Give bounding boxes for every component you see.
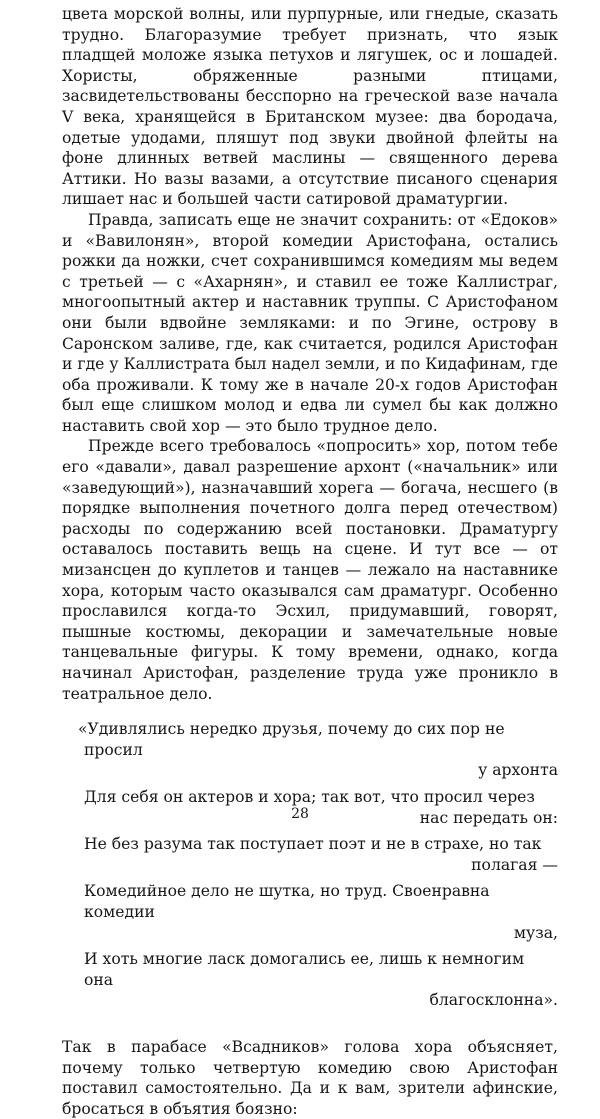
- verse-line-4-main: Комедийное дело не шутка, но труд. Своенравна комедии: [84, 882, 490, 921]
- verse-line-4-carry: муза,: [513, 923, 558, 942]
- verse-line-4: [84, 881, 558, 943]
- verse-line-5-main: И хоть многие ласк домогались ее, лишь к немногим она: [84, 950, 525, 989]
- page-number: 28: [291, 806, 309, 822]
- verse-line-2-main: Для себя он актеров и хора; так вот, что просил через: [84, 787, 535, 806]
- closing-paragraph: Так в парабасе «Всадников» голова хора объясняет, почему только четвертую комедию свою Аристофан поставил самостоятельно. Да и к вам, зрители афинские, бросаться в объятия боязно:: [62, 1037, 558, 1118]
- paragraph-3: Прежде всего требовалось «попросить» хор, потом тебе его «давали», давал разрешение архонт («начальник» или «заведующий»), назначавший хорега — богача, несшего (в порядке выполнения почетного долга перед отечеством) расходы по содержанию всей постановки. Драматургу оставалось поставить вещь на сцене. И тут все — от мизансцен до куплетов и танцев — лежало на наставнике хора, которым часто оказывался сам драматург. Особенно прославился когда-то Эсхил, придумавший, говорят, пышные костюмы, декорации и замечательные новые танцевальные фигуры. К тому времени, однако, когда начинал Аристофан, разделение труда уже проникло в театральное дело.: [62, 437, 558, 703]
- verse-line-2-carry: нас передать он:: [419, 808, 558, 827]
- verse-quote: [78, 719, 558, 1011]
- paragraph-2: Правда, записать еще не значит сохранить: от «Едоков» и «Вавилонян», второй комедии Аристофана, остались рожки да ножки, счет сохранившимся комедиям мы ведем с третьей — с «Ахарнян», и ставил ее тоже Каллистраг, многоопытный актер и наставник труппы. С Аристофаном они были вдвойне земляками: и по Эгине, острову в Саронском заливе, где, как считается, родился Аристофан и где у Каллистрата был надел земли, и по Кидафинам, где оба проживали. К тому же в начале 20-х годов Аристофан был еще слишком молод и едва ли сумел бы как должно наставить свой хор — это было трудное дело.: [62, 210, 558, 435]
- verse-line-5-carry: благосклонна».: [429, 991, 558, 1010]
- verse-line-1-main: «Удивлялись нередко друзья, почему до сих пор не просил: [78, 720, 505, 759]
- verse-line-1: [78, 719, 558, 781]
- verse-line-5: [84, 949, 558, 1011]
- verse-line-1-carry: у архонта: [478, 761, 558, 780]
- page-text: [62, 4, 558, 1119]
- paragraph-1: цвета морской волны, или пурпурные, или гнедые, сказать трудно. Благоразумие требует признать, что язык пладщей моложе языка петухов и лягушек, ос и лошадей. Хористы, обряженные разными птицами, засвидетельствованы бесспорно на греческой вазе начала V века, хранящейся в Британском музее: два бородача, одетые удодами, пляшут под звуки двойной флейты на фоне длинных ветвей маслины — священного дерева Аттики. Но вазы вазами, а отсутствие писаного сценария лишает нас и большей части сатировой драматургии.: [62, 5, 558, 209]
- verse-line-3: [84, 834, 558, 875]
- verse-line-3-main: Не без разума так поступает поэт и не в страхе, но так: [84, 835, 542, 854]
- verse-line-3-carry: полагая —: [471, 855, 558, 874]
